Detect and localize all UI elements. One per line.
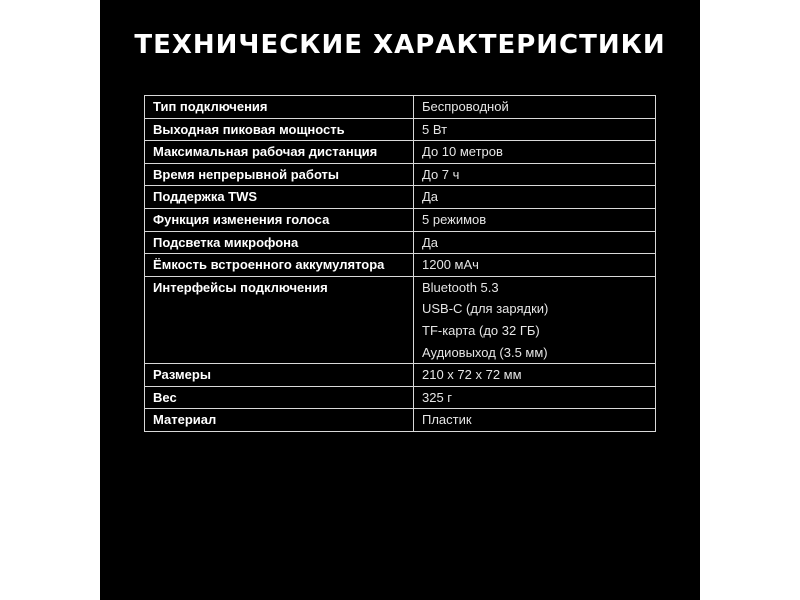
table-row: [145, 186, 656, 209]
spec-value-line: 5 режимов: [422, 211, 487, 227]
page-title: ТЕХНИЧЕСКИЕ ХАРАКТЕРИСТИКИ: [134, 30, 666, 60]
spec-value: [414, 186, 656, 209]
spec-value: [414, 276, 656, 363]
spec-label: Поддержка TWS: [145, 186, 414, 209]
table-row: [145, 364, 656, 387]
spec-label: Время непрерывной работы: [145, 163, 414, 186]
spec-value-line: До 10 метров: [422, 144, 503, 160]
spec-label: Тип подключения: [145, 96, 414, 119]
spec-value: [414, 254, 656, 277]
spec-label: Вес: [145, 386, 414, 409]
spec-label: Функция изменения голоса: [145, 208, 414, 231]
spec-value-line: Беспроводной: [422, 99, 509, 114]
table-row: [145, 163, 656, 186]
spec-value: [414, 141, 656, 164]
specs-table: [144, 95, 656, 432]
spec-value: [414, 386, 656, 409]
spec-value-line: TF-карта (до 32 ГБ): [422, 322, 540, 338]
spec-label: Ёмкость встроенного аккумулятора: [145, 254, 414, 277]
table-row: [145, 254, 656, 277]
spec-value: [414, 409, 656, 432]
spec-value-line: Аудиовыход (3.5 мм): [422, 344, 548, 360]
spec-value-line: Bluetooth 5.3: [422, 279, 499, 295]
spec-value-line: 1200 мАч: [422, 257, 479, 273]
spec-value: [414, 364, 656, 387]
table-row: [145, 118, 656, 141]
spec-value-line: Пластик: [422, 412, 472, 428]
spec-value: [414, 96, 656, 119]
spec-value-line: 325 г: [422, 389, 453, 405]
spec-sheet: [100, 0, 700, 600]
table-row: [145, 96, 656, 119]
spec-value-line: 5 Вт: [422, 121, 448, 137]
spec-label: Выходная пиковая мощность: [145, 118, 414, 141]
spec-label: Максимальная рабочая дистанция: [145, 141, 414, 164]
spec-value: [414, 208, 656, 231]
spec-value-line: До 7 ч: [422, 166, 460, 182]
table-row: [145, 276, 656, 363]
spec-value-line: Да: [422, 189, 439, 205]
spec-value-line: 210 х 72 х 72 мм: [422, 367, 522, 383]
table-row: [145, 409, 656, 432]
spec-value: [414, 231, 656, 254]
table-row: [145, 386, 656, 409]
table-row: [145, 208, 656, 231]
spec-label: Подсветка микрофона: [145, 231, 414, 254]
spec-label: Размеры: [145, 364, 414, 387]
spec-label: Материал: [145, 409, 414, 432]
spec-value: [414, 163, 656, 186]
spec-value: [414, 118, 656, 141]
spec-value-line: USB-C (для зарядки): [422, 301, 549, 317]
table-row: [145, 141, 656, 164]
table-row: [145, 231, 656, 254]
spec-label: Интерфейсы подключения: [145, 276, 414, 363]
spec-value-line: Да: [422, 234, 439, 250]
